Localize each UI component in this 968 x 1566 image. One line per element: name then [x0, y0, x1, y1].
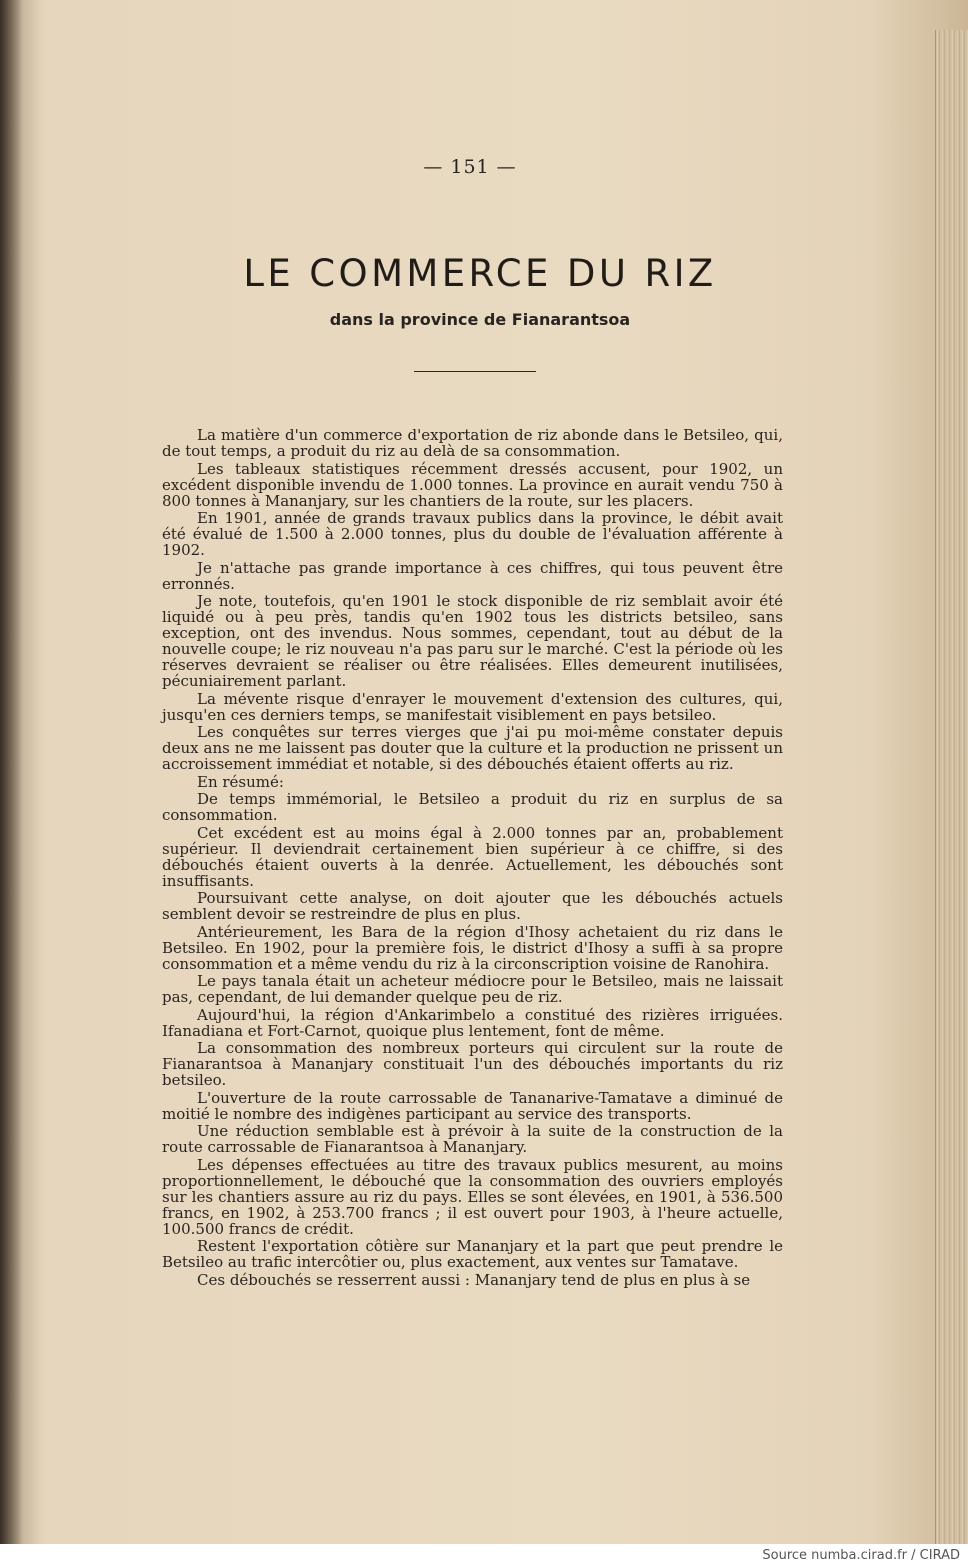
- paragraph: En 1901, année de grands travaux publics dans la province, le débit avait été évalué de 1.500 à 2.000 tonnes, plus du double de l'évaluation afférente à 1902.: [162, 509, 783, 559]
- paragraph: La matière d'un commerce d'exportation de riz abonde dans le Betsileo, qui, de tout temps, a produit du riz au delà de sa consommation.: [162, 426, 783, 460]
- source-credit: Source numba.cirad.fr / CIRAD: [762, 1548, 960, 1563]
- article-body: [162, 427, 783, 1289]
- paragraph: Les conquêtes sur terres vierges que j'ai pu moi-même constater depuis deux ans ne me laissent pas douter que la culture et la production ne prissent un accroissement immédiat et notable, si des débouchés étaient offerts au riz.: [162, 723, 783, 773]
- article-subtitle: dans la province de Fianarantsoa: [329, 310, 631, 329]
- paragraph: Les tableaux statistiques récemment dressés accusent, pour 1902, un excédent disponible invendu de 1.000 tonnes. La province en aurait vendu 750 à 800 tonnes à Mananjary, sur les chantiers de la route, sur les placers.: [162, 459, 783, 510]
- paragraph: De temps immémorial, le Betsileo a produit du riz en surplus de sa consommation.: [162, 790, 783, 824]
- paragraph: Antérieurement, les Bara de la région d'Ihosy achetaient du riz dans le Betsileo. En 1902, pour la première fois, le district d'Ihosy a suffi à sa propre consommation et a même vendu du riz à la circonscription voisine de Ranohira.: [162, 922, 783, 973]
- paragraph: Aujourd'hui, la région d'Ankarimbelo a constitué des rizières irriguées. Ifanadiana et Fort-Carnot, quoique plus lentement, font de même.: [162, 1005, 783, 1040]
- page-number: — 151 —: [423, 156, 517, 178]
- paragraph: La consommation des nombreux porteurs qui circulent sur la route de Fianarantsoa à Mananjary constituait l'un des débouchés importants du riz betsileo.: [162, 1039, 783, 1089]
- title-divider: [414, 371, 536, 372]
- paragraph: En résumé:: [197, 772, 284, 791]
- paragraph: Cet excédent est au moins égal à 2.000 tonnes par an, probablement supérieur. Il deviendrait certainement bien supérieur à ce chiffre, si des débouchés étaient ouverts à la denrée. Actuellement, les débouchés sont insuffisants.: [162, 823, 783, 890]
- paragraph: Ces débouchés se resserrent aussi : Mananjary tend de plus en plus à se: [197, 1270, 751, 1289]
- footer-band: [0, 1544, 968, 1566]
- paragraph: L'ouverture de la route carrossable de Tananarive-Tamatave a diminué de moitié le nombre des indigènes participant au service des transports.: [162, 1088, 783, 1123]
- page-edges: [935, 30, 968, 1550]
- paragraph: Le pays tanala était un acheteur médiocre pour le Betsileo, mais ne laissait pas, cependant, de lui demander quelque peu de riz.: [162, 972, 783, 1006]
- article-title: LE COMMERCE DU RIZ: [243, 252, 717, 295]
- paragraph: La mévente risque d'enrayer le mouvement d'extension des cultures, qui, jusqu'en ces derniers temps, se manifestait visiblement en pays betsileo.: [162, 689, 783, 724]
- paragraph: Je note, toutefois, qu'en 1901 le stock disponible de riz semblait avoir été liquidé ou à peu près, tandis qu'en 1902 tous les districts betsileo, sans exception, ont des invendus. Nous sommes, cependant, tout au début de la nouvelle coupe; le riz nouveau n'a pas paru sur le marché. C'est la période où les réserves devraient se réaliser ou être réalisées. Elles demeurent inutilisées, pécuniairement parlant.: [162, 592, 783, 690]
- paragraph: Les dépenses effectuées au titre des travaux publics mesurent, au moins proportionnellement, le débouché que la consommation des ouvriers employés sur les chantiers assure au riz du pays. Elles se sont élevées, en 1901, à 536.500 francs, en 1902, à 253.700 francs ; il est ouvert pour 1903, à l'heure actuelle, 100.500 francs de crédit.: [162, 1155, 783, 1238]
- paragraph: Poursuivant cette analyse, on doit ajouter que les débouchés actuels semblent devoir se restreindre de plus en plus.: [162, 889, 783, 923]
- book-gutter-shadow: [0, 0, 40, 1566]
- paragraph: Restent l'exportation côtière sur Mananjary et la part que peut prendre le Betsileo au trafic intercôtier ou, plus exactement, aux ventes sur Tamatave.: [162, 1237, 783, 1271]
- paragraph: Une réduction semblable est à prévoir à la suite de la construction de la route carrossable de Fianarantsoa à Mananjary.: [162, 1122, 783, 1156]
- paragraph: Je n'attache pas grande importance à ces chiffres, qui tous peuvent être erronnés.: [162, 558, 783, 593]
